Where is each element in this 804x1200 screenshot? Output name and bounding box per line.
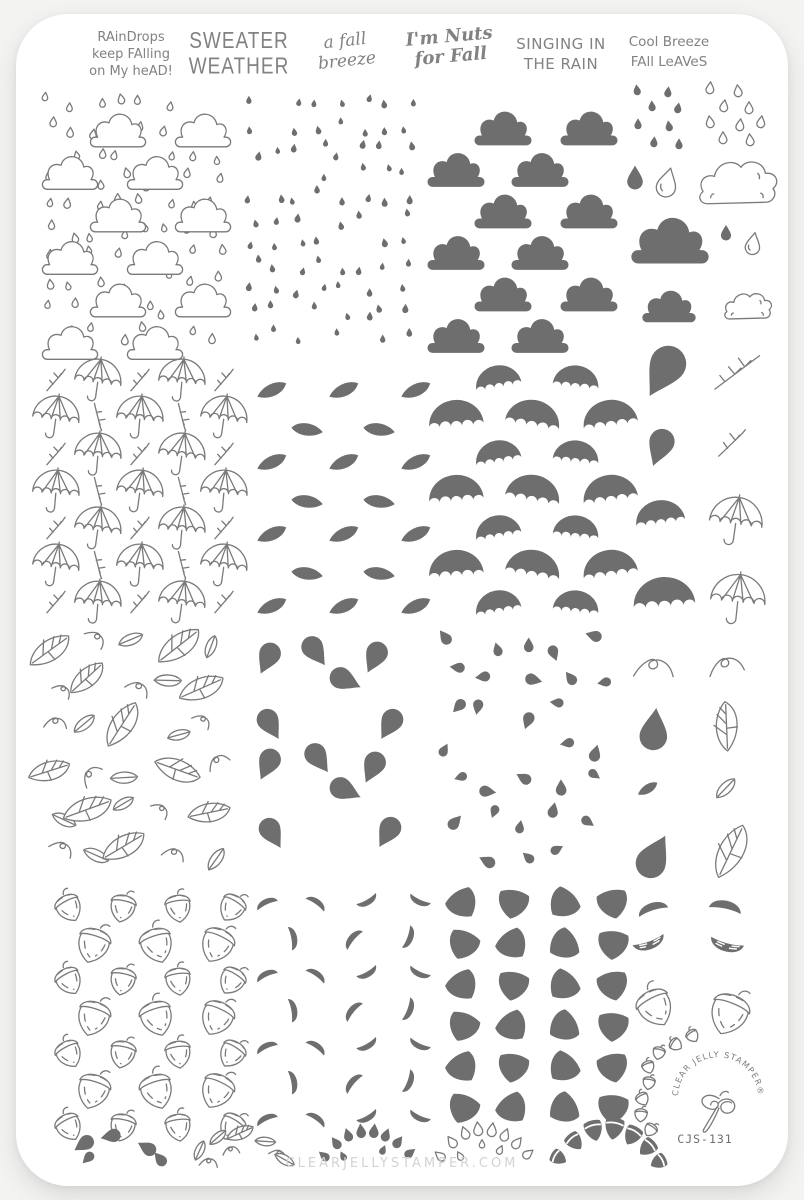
- plate-code: CJS-131: [677, 1132, 733, 1146]
- acorn-nuts-solid-pattern: [435, 878, 615, 1128]
- plate-title-raindrops: RAinDrops keep FAlling on My heAD!: [89, 30, 173, 79]
- rain-clouds-pattern: [36, 90, 228, 346]
- falling-leaves-solid-pattern: [240, 368, 425, 616]
- plate-title-cool-breeze-fall-leaves: Cool Breeze FAll LeAVeS: [628, 34, 710, 71]
- plate-title-im-nuts-for-fall: I'm Nuts for Fall: [404, 22, 494, 71]
- acorns-outline-pattern: [36, 878, 231, 1132]
- acorn-singles-and-logo: [618, 885, 793, 1146]
- small-drops-scatter-pattern: [432, 625, 617, 870]
- clouds-solid-pattern: [428, 92, 618, 342]
- brand-logo-text: CLEAR JELLY STAMPER®: [669, 1049, 767, 1097]
- large-leaves-solid-pattern: [243, 636, 423, 870]
- plate-title-sweater-weather: SWEATER WEATHER: [188, 28, 290, 79]
- leaves-swirls-singles: [620, 635, 790, 875]
- acorn-caps-solid-pattern: [238, 878, 423, 1128]
- plate-title-singing-in-the-rain: SINGING IN THE RAIN: [516, 35, 606, 74]
- rain-and-cloud-singles: [622, 82, 790, 344]
- umbrellas-twigs-pattern: [36, 356, 228, 616]
- leaf-branch-umbrella-singles: [620, 335, 790, 623]
- watermark-url: CLEARJELLYSTAMPER.COM: [285, 1156, 519, 1171]
- umbrella-tops-pattern: [428, 355, 618, 617]
- plate-title-a-fall-breeze: a fall breeze: [316, 28, 377, 74]
- leaves-swirls-outline-pattern: [36, 622, 228, 874]
- raindrops-pattern: [243, 92, 418, 346]
